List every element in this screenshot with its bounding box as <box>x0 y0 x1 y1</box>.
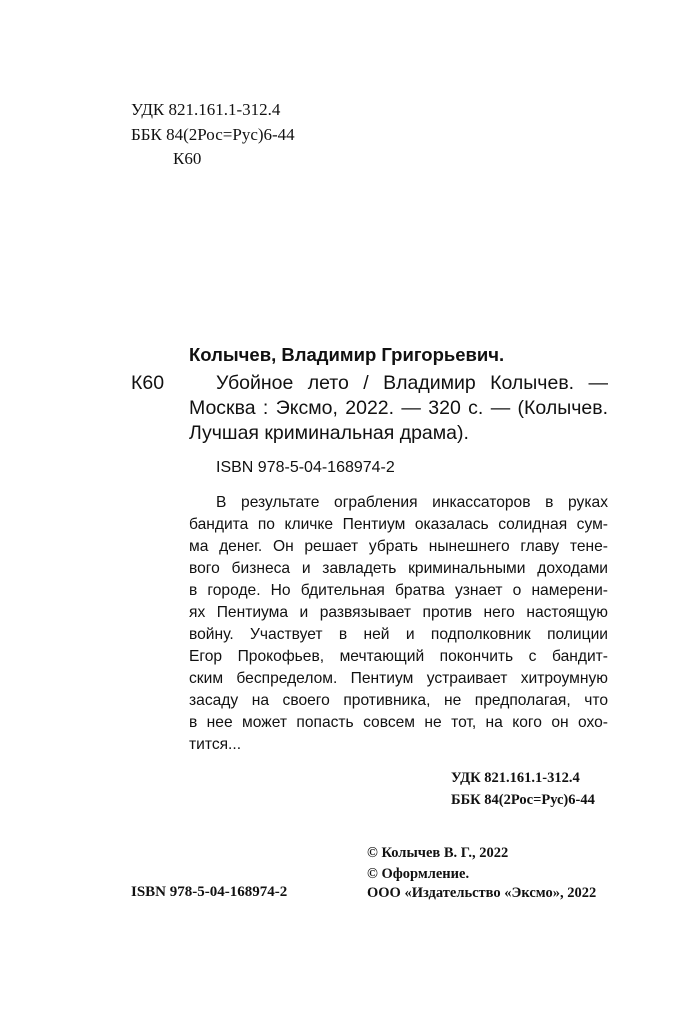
abstract-line: В результате ограбления инкассаторов в руках <box>216 494 608 511</box>
author-mark: К60 <box>173 149 202 168</box>
bottom-bbk-code: ББК 84(2Рос=Рус)6-44 <box>451 792 595 808</box>
copyright-author: © Колычев В. Г., 2022 <box>367 845 509 861</box>
udk-code: УДК 821.161.1-312.4 <box>131 100 281 119</box>
abstract-line: в городе. Но бдительная братва узнает о намерени- <box>189 582 608 599</box>
catalog-mark: К60 <box>131 372 165 394</box>
catalog-title-line: Убойное лето / Владимир Колычев. — <box>216 372 608 394</box>
catalog-title-line: Москва : Эксмо, 2022. — 320 с. — (Колычев. <box>189 397 608 419</box>
bottom-isbn: ISBN 978-5-04-168974-2 <box>131 884 288 900</box>
abstract-line: тится... <box>189 736 242 753</box>
catalog-title-line: Лучшая криминальная драма). <box>189 422 469 444</box>
abstract-line: в нее может попасть совсем не тот, на кого он охо- <box>189 714 608 731</box>
abstract-line: Егор Прокофьев, мечтающий покончить с бандит- <box>189 648 608 665</box>
catalog-author: Колычев, Владимир Григорьевич. <box>189 344 505 365</box>
bottom-udk-code: УДК 821.161.1-312.4 <box>451 770 580 786</box>
abstract-line: засаду на своего противника, не предполагая, что <box>189 692 608 709</box>
copyright-design: © Оформление. <box>367 866 470 882</box>
abstract-line: ским беспределом. Пентиум устраивает хитроумную <box>189 670 608 687</box>
abstract-line: войну. Участвует в ней и подполковник полиции <box>189 626 608 643</box>
bbk-code: ББК 84(2Рос=Рус)6-44 <box>131 125 295 144</box>
copyright-publisher: ООО «Издательство «Эксмо», 2022 <box>367 885 597 901</box>
abstract-line: ма денег. Он решает убрать нынешнего главу тене- <box>189 538 608 555</box>
abstract-line: вого бизнеса и завладеть криминальными доходами <box>189 560 608 577</box>
catalog-isbn: ISBN 978-5-04-168974-2 <box>216 459 395 476</box>
abstract-line: бандита по кличке Пентиум оказалась солидная сум- <box>189 516 608 533</box>
abstract-line: ях Пентиума и развязывает против него настоящую <box>189 604 608 621</box>
